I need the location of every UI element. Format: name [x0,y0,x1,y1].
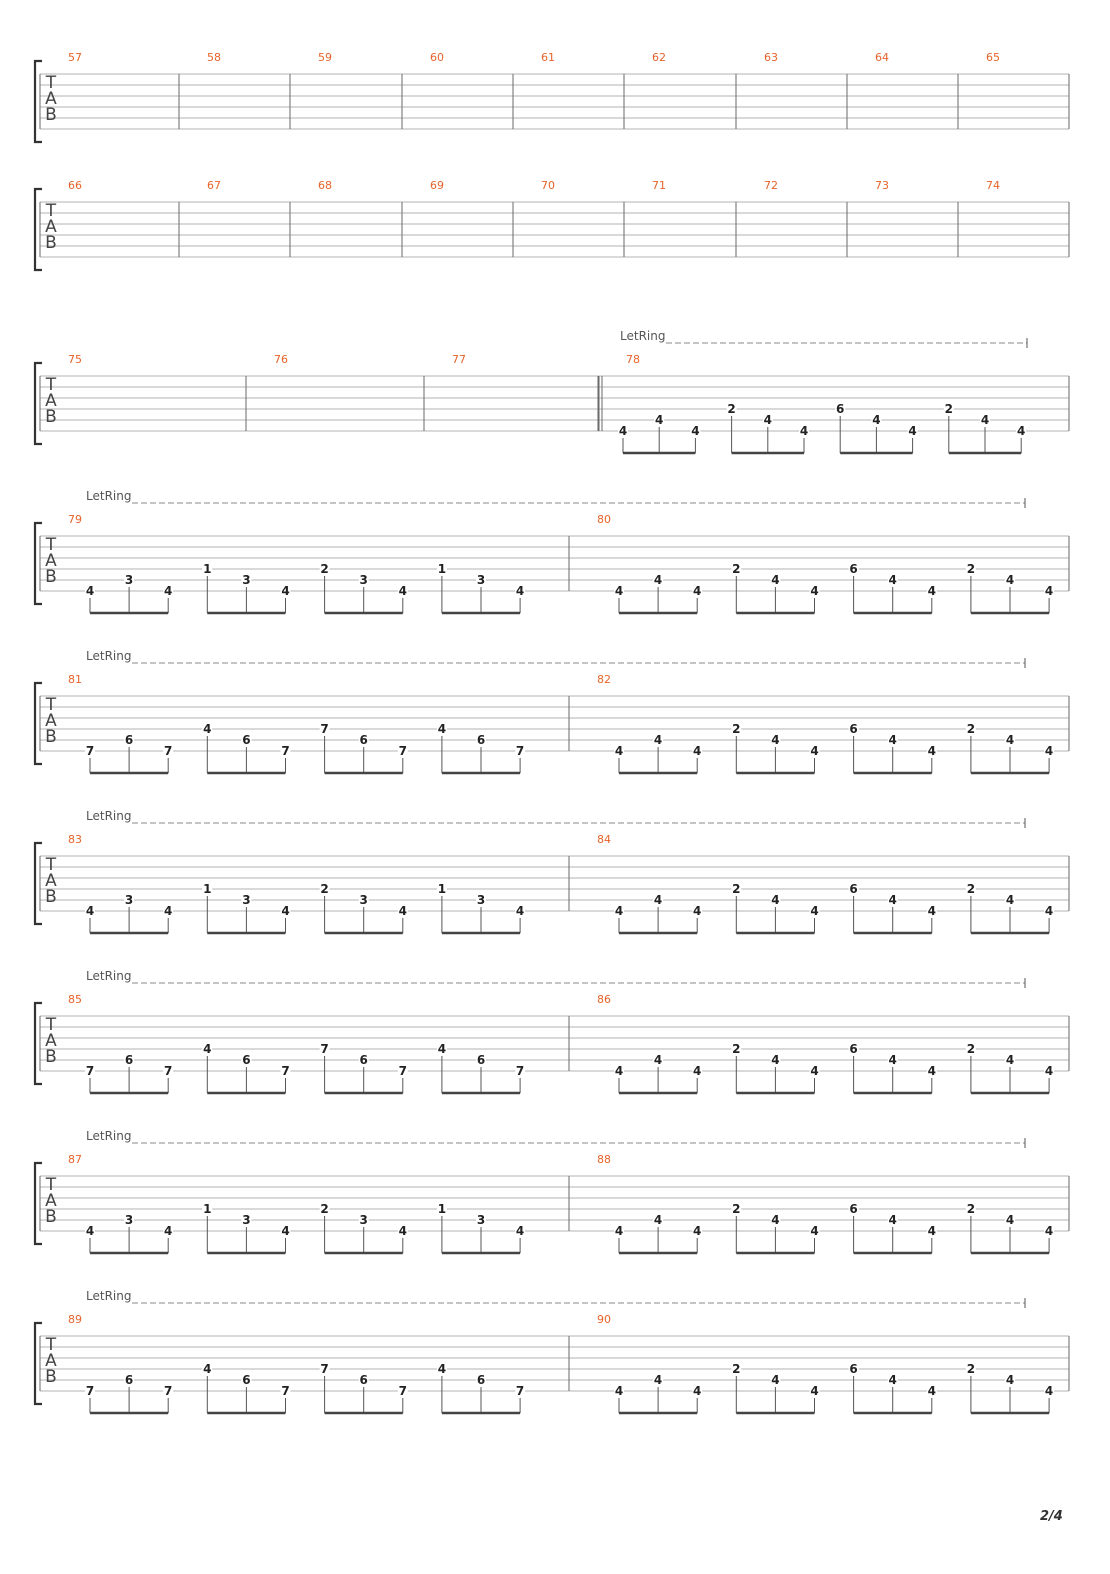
fret-number: 2 [966,562,976,576]
tab-clef-letter: T [45,535,57,555]
fret-number: 4 [203,1042,212,1056]
fret-number: 6 [849,1202,858,1216]
fret-number: 2 [966,1362,976,1376]
fret-number: 4 [771,733,780,747]
tab-clef-letter: B [45,1367,57,1387]
fret-number: 4 [771,573,780,587]
fret-number: 7 [320,722,329,736]
measure-number: 90 [597,1313,611,1326]
fret-number: 6 [124,733,134,747]
tab-clef-letter: T [45,375,57,395]
let-ring-label: LetRing [86,489,132,503]
fret-number: 7 [281,1384,290,1398]
tab-clef-letter: A [45,551,57,571]
fret-number: 4 [614,1064,624,1078]
fret-number: 2 [966,722,976,736]
fret-number: 4 [810,1064,819,1078]
tab-clef-letter: A [45,1351,57,1371]
fret-number: 3 [359,573,368,587]
fret-number: 4 [653,573,663,587]
fret-number: 4 [85,1224,95,1238]
fret-number: 4 [927,1224,936,1238]
fret-number: 4 [281,584,290,598]
fret-number: 4 [85,584,95,598]
tab-clef-letter: B [45,233,57,253]
fret-number: 4 [1005,1213,1015,1227]
fret-number: 2 [732,562,741,576]
system-bracket [35,523,42,604]
measure-number: 61 [541,51,555,64]
measure-number: 70 [541,179,555,192]
fret-number: 2 [732,722,741,736]
measure-number: 74 [986,179,1000,192]
fret-number: 4 [888,893,897,907]
measure-number: 69 [430,179,444,192]
fret-number: 4 [614,1384,624,1398]
fret-number: 4 [763,413,772,427]
fret-number: 4 [437,1362,447,1376]
measure-number: 84 [597,833,611,846]
measure-number: 66 [68,179,82,192]
fret-number: 6 [849,1362,858,1376]
fret-number: 4 [888,1213,897,1227]
fret-number: 3 [124,893,134,907]
fret-number: 3 [359,1213,368,1227]
tab-clef-letter: A [45,1031,57,1051]
fret-number: 4 [888,733,897,747]
fret-number: 4 [810,744,819,758]
measure-number: 59 [318,51,332,64]
tab-clef-letter: A [45,1191,57,1211]
tab-clef-letter: A [45,871,57,891]
measure-number: 71 [652,179,666,192]
fret-number: 4 [810,904,819,918]
tab-clef-letter: T [45,1015,57,1035]
fret-number: 4 [810,1384,819,1398]
fret-number: 7 [515,1384,525,1398]
fret-number: 3 [242,573,251,587]
fret-number: 4 [85,904,95,918]
fret-number: 2 [944,402,953,416]
fret-number: 4 [927,1384,936,1398]
fret-number: 4 [614,584,624,598]
fret-number: 1 [203,562,212,576]
fret-number: 4 [1017,424,1026,438]
fret-number: 4 [810,584,819,598]
fret-number: 4 [1005,893,1015,907]
fret-number: 4 [927,584,936,598]
fret-number: 2 [727,402,736,416]
fret-number: 7 [85,1384,95,1398]
fret-number: 4 [398,1224,407,1238]
tab-clef-letter: B [45,407,57,427]
fret-number: 7 [398,744,407,758]
measure-number: 68 [318,179,332,192]
fret-number: 7 [398,1384,407,1398]
fret-number: 4 [614,904,624,918]
fret-number: 7 [281,744,290,758]
fret-number: 1 [203,882,212,896]
measure-number: 67 [207,179,221,192]
fret-number: 4 [1005,1373,1015,1387]
fret-number: 4 [771,893,780,907]
measure-number: 57 [68,51,82,64]
fret-number: 4 [655,413,664,427]
let-ring-label: LetRing [86,649,132,663]
fret-number: 7 [164,744,173,758]
fret-number: 4 [614,1224,624,1238]
fret-number: 4 [771,1053,780,1067]
tab-clef-letter: T [45,855,57,875]
fret-number: 6 [836,402,845,416]
fret-number: 4 [1005,573,1015,587]
fret-number: 4 [888,573,897,587]
measure-number: 75 [68,353,82,366]
fret-number: 6 [476,1053,486,1067]
system-bracket [35,363,42,444]
tab-clef-letter: B [45,887,57,907]
tab-clef-letter: A [45,217,57,237]
fret-number: 6 [359,1053,368,1067]
fret-number: 4 [980,413,990,427]
fret-number: 4 [515,904,525,918]
fret-number: 1 [437,562,447,576]
measure-number: 78 [626,353,640,366]
measure-number: 76 [274,353,288,366]
fret-number: 3 [124,1213,134,1227]
fret-number: 7 [164,1384,173,1398]
fret-number: 4 [799,424,809,438]
fret-number: 4 [810,1224,819,1238]
fret-number: 2 [966,1202,976,1216]
fret-number: 4 [1044,1224,1054,1238]
fret-number: 6 [124,1053,134,1067]
system-bracket [35,683,42,764]
fret-number: 4 [1044,744,1054,758]
fret-number: 6 [476,1373,486,1387]
fret-number: 4 [693,584,702,598]
fret-number: 7 [164,1064,173,1078]
fret-number: 2 [320,562,329,576]
fret-number: 4 [203,722,212,736]
tab-clef-letter: A [45,391,57,411]
fret-number: 7 [515,744,525,758]
fret-number: 4 [653,1213,663,1227]
fret-number: 6 [849,882,858,896]
fret-number: 4 [653,1053,663,1067]
fret-number: 3 [242,1213,251,1227]
measure-number: 81 [68,673,82,686]
fret-number: 2 [966,1042,976,1056]
fret-number: 3 [124,573,134,587]
fret-number: 2 [320,1202,329,1216]
fret-number: 7 [515,1064,525,1078]
tab-clef-letter: T [45,1175,57,1195]
fret-number: 4 [614,744,624,758]
fret-number: 7 [320,1042,329,1056]
fret-number: 4 [927,744,936,758]
fret-number: 7 [320,1362,329,1376]
fret-number: 1 [437,882,447,896]
fret-number: 4 [281,904,290,918]
fret-number: 4 [437,1042,447,1056]
tab-clef-letter: B [45,567,57,587]
tab-clef-letter: T [45,73,57,93]
measure-number: 88 [597,1153,611,1166]
fret-number: 4 [693,1384,702,1398]
fret-number: 4 [515,1224,525,1238]
measure-number: 58 [207,51,221,64]
measure-number: 65 [986,51,1000,64]
fret-number: 4 [908,424,917,438]
measure-number: 79 [68,513,82,526]
fret-number: 4 [693,744,702,758]
system-bracket [35,1163,42,1244]
fret-number: 6 [849,562,858,576]
fret-number: 4 [1044,1064,1054,1078]
fret-number: 4 [653,893,663,907]
measure-number: 89 [68,1313,82,1326]
fret-number: 7 [281,1064,290,1078]
measure-number: 64 [875,51,889,64]
measure-number: 73 [875,179,889,192]
measure-number: 72 [764,179,778,192]
system-bracket [35,61,42,142]
system-bracket [35,189,42,270]
fret-number: 4 [437,722,447,736]
fret-number: 4 [281,1224,290,1238]
fret-number: 7 [85,1064,95,1078]
tab-clef-letter: B [45,1207,57,1227]
fret-number: 4 [398,904,407,918]
fret-number: 4 [164,904,173,918]
measure-number: 63 [764,51,778,64]
fret-number: 2 [966,882,976,896]
fret-number: 2 [732,1202,741,1216]
fret-number: 4 [771,1213,780,1227]
fret-number: 4 [203,1362,212,1376]
fret-number: 4 [1044,1384,1054,1398]
fret-number: 4 [653,733,663,747]
measure-number: 85 [68,993,82,1006]
fret-number: 4 [1005,1053,1015,1067]
fret-number: 3 [476,893,486,907]
tab-clef-letter: T [45,201,57,221]
fret-number: 4 [164,1224,173,1238]
fret-number: 4 [888,1373,897,1387]
measure-number: 62 [652,51,666,64]
system-bracket [35,1323,42,1404]
fret-number: 7 [398,1064,407,1078]
fret-number: 4 [771,1373,780,1387]
fret-number: 7 [85,744,95,758]
fret-number: 4 [515,584,525,598]
measure-number: 87 [68,1153,82,1166]
fret-number: 6 [359,733,368,747]
tab-clef-letter: T [45,1335,57,1355]
fret-number: 2 [320,882,329,896]
let-ring-label: LetRing [86,1129,132,1143]
fret-number: 3 [242,893,251,907]
fret-number: 2 [732,1042,741,1056]
fret-number: 4 [1005,733,1015,747]
tab-clef-letter: A [45,711,57,731]
tab-clef-letter: B [45,1047,57,1067]
measure-number: 77 [452,353,466,366]
let-ring-label: LetRing [620,329,666,343]
fret-number: 6 [242,733,251,747]
fret-number: 4 [693,1224,702,1238]
fret-number: 1 [437,1202,447,1216]
fret-number: 2 [732,882,741,896]
fret-number: 4 [164,584,173,598]
let-ring-label: LetRing [86,969,132,983]
fret-number: 6 [476,733,486,747]
fret-number: 3 [476,1213,486,1227]
measure-number: 86 [597,993,611,1006]
page-number: 2/4 [1040,1509,1063,1524]
tab-clef-letter: A [45,89,57,109]
fret-number: 4 [1044,904,1054,918]
fret-number: 4 [398,584,407,598]
fret-number: 4 [1044,584,1054,598]
fret-number: 4 [693,1064,702,1078]
tab-clef-letter: T [45,695,57,715]
let-ring-label: LetRing [86,1289,132,1303]
fret-number: 3 [476,573,486,587]
fret-number: 6 [124,1373,134,1387]
measure-number: 82 [597,673,611,686]
fret-number: 3 [359,893,368,907]
system-bracket [35,1003,42,1084]
fret-number: 4 [872,413,881,427]
fret-number: 4 [927,1064,936,1078]
fret-number: 6 [849,722,858,736]
fret-number: 4 [888,1053,897,1067]
tab-clef-letter: B [45,727,57,747]
tab-clef-letter: B [45,105,57,125]
fret-number: 6 [242,1373,251,1387]
measure-number: 80 [597,513,611,526]
fret-number: 6 [359,1373,368,1387]
fret-number: 6 [849,1042,858,1056]
fret-number: 4 [618,424,628,438]
fret-number: 4 [927,904,936,918]
let-ring-label: LetRing [86,809,132,823]
measure-number: 60 [430,51,444,64]
fret-number: 1 [203,1202,212,1216]
fret-number: 4 [653,1373,663,1387]
fret-number: 2 [732,1362,741,1376]
fret-number: 6 [242,1053,251,1067]
measure-number: 83 [68,833,82,846]
fret-number: 4 [691,424,700,438]
system-bracket [35,843,42,924]
fret-number: 4 [693,904,702,918]
